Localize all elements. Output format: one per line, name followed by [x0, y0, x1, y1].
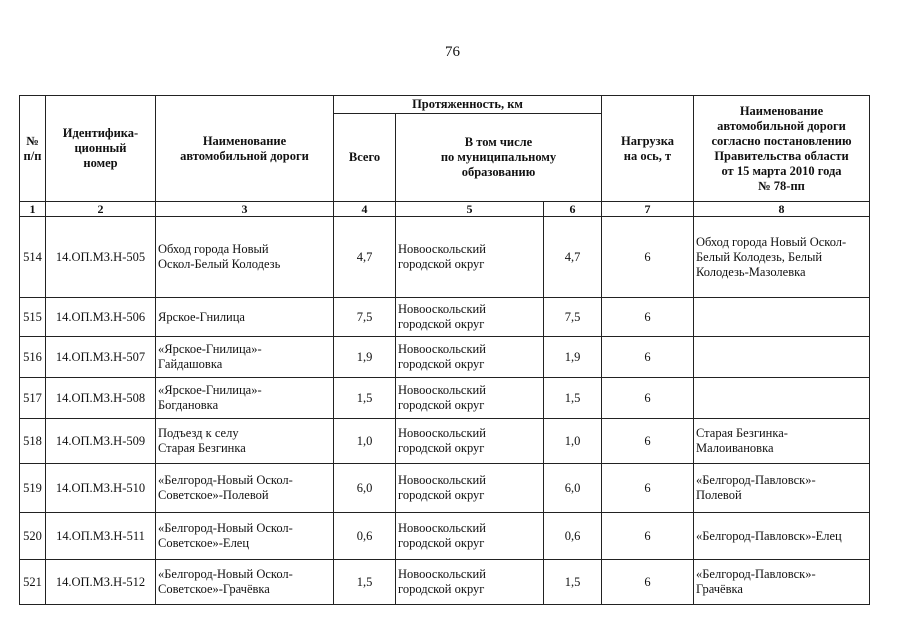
- length-total: 1,5: [334, 378, 396, 419]
- header-name: Наименование автомобильной дороги: [156, 96, 334, 202]
- decree-road-name: Обход города Новый Оскол- Белый Колодезь, Белый Колодезь-Мазолевка: [694, 217, 870, 298]
- municipality: Новооскольский городской округ: [396, 217, 544, 298]
- decree-road-name: [694, 298, 870, 337]
- axle-load: 6: [602, 378, 694, 419]
- column-number: 4: [334, 202, 396, 217]
- length-total: 4,7: [334, 217, 396, 298]
- column-number: 3: [156, 202, 334, 217]
- length-total: 0,6: [334, 513, 396, 560]
- table-row: [20, 298, 870, 337]
- decree-road-name: [694, 337, 870, 378]
- decree-road-name: «Белгород-Павловск»- Полевой: [694, 464, 870, 513]
- length-total: 1,0: [334, 419, 396, 464]
- row-number: 515: [20, 298, 46, 337]
- decree-road-name: [694, 378, 870, 419]
- table-row: [20, 560, 870, 605]
- municipal-length: 4,7: [544, 217, 602, 298]
- header-length-group: Протяженность, км: [334, 96, 602, 114]
- column-number: 6: [544, 202, 602, 217]
- table-row: [20, 217, 870, 298]
- row-number: 514: [20, 217, 46, 298]
- road-id: 14.ОП.МЗ.Н-509: [46, 419, 156, 464]
- decree-road-name: «Белгород-Павловск»-Елец: [694, 513, 870, 560]
- axle-load: 6: [602, 560, 694, 605]
- header-municipal: В том числе по муниципальному образованию: [396, 114, 602, 202]
- municipality: Новооскольский городской округ: [396, 337, 544, 378]
- municipal-length: 6,0: [544, 464, 602, 513]
- municipal-length: 0,6: [544, 513, 602, 560]
- table-row: [20, 464, 870, 513]
- municipal-length: 1,5: [544, 378, 602, 419]
- municipality: Новооскольский городской округ: [396, 378, 544, 419]
- row-number: 517: [20, 378, 46, 419]
- road-id: 14.ОП.МЗ.Н-511: [46, 513, 156, 560]
- decree-road-name: «Белгород-Павловск»- Грачёвка: [694, 560, 870, 605]
- table-row: [20, 337, 870, 378]
- header-total: Всего: [334, 114, 396, 202]
- road-name: «Белгород-Новый Оскол- Советское»-Грачёвка: [156, 560, 334, 605]
- road-name: «Ярское-Гнилица»- Богдановка: [156, 378, 334, 419]
- row-number: 518: [20, 419, 46, 464]
- row-number: 519: [20, 464, 46, 513]
- column-number: 8: [694, 202, 870, 217]
- road-name: «Белгород-Новый Оскол- Советское»-Елец: [156, 513, 334, 560]
- axle-load: 6: [602, 298, 694, 337]
- road-id: 14.ОП.МЗ.Н-505: [46, 217, 156, 298]
- row-number: 521: [20, 560, 46, 605]
- road-name: Ярское-Гнилица: [156, 298, 334, 337]
- municipal-length: 1,9: [544, 337, 602, 378]
- municipality: Новооскольский городской округ: [396, 513, 544, 560]
- row-number: 516: [20, 337, 46, 378]
- length-total: 1,5: [334, 560, 396, 605]
- table-row: [20, 513, 870, 560]
- length-total: 6,0: [334, 464, 396, 513]
- header-decree: Наименование автомобильной дороги согласно постановлению Правительства области от 15 марта 2010 года № 78-пп: [694, 96, 870, 202]
- road-id: 14.ОП.МЗ.Н-510: [46, 464, 156, 513]
- municipal-length: 1,0: [544, 419, 602, 464]
- road-name: «Ярское-Гнилица»- Гайдашовка: [156, 337, 334, 378]
- length-total: 1,9: [334, 337, 396, 378]
- header-id: Идентифика- ционный номер: [46, 96, 156, 202]
- municipality: Новооскольский городской округ: [396, 560, 544, 605]
- row-number: 520: [20, 513, 46, 560]
- road-id: 14.ОП.МЗ.Н-506: [46, 298, 156, 337]
- road-id: 14.ОП.МЗ.Н-507: [46, 337, 156, 378]
- column-number-row: [20, 202, 870, 217]
- municipality: Новооскольский городской округ: [396, 419, 544, 464]
- road-name: Обход города Новый Оскол-Белый Колодезь: [156, 217, 334, 298]
- header-num: № п/п: [20, 96, 46, 202]
- column-number: 2: [46, 202, 156, 217]
- axle-load: 6: [602, 464, 694, 513]
- decree-road-name: Старая Безгинка- Малоивановка: [694, 419, 870, 464]
- municipality: Новооскольский городской округ: [396, 464, 544, 513]
- municipality: Новооскольский городской округ: [396, 298, 544, 337]
- road-id: 14.ОП.МЗ.Н-508: [46, 378, 156, 419]
- column-number: 5: [396, 202, 544, 217]
- roads-table: [19, 95, 870, 605]
- road-name: «Белгород-Новый Оскол- Советское»-Полевой: [156, 464, 334, 513]
- axle-load: 6: [602, 217, 694, 298]
- column-number: 7: [602, 202, 694, 217]
- municipal-length: 7,5: [544, 298, 602, 337]
- road-id: 14.ОП.МЗ.Н-512: [46, 560, 156, 605]
- table-row: [20, 419, 870, 464]
- page-number: 76: [445, 44, 460, 60]
- column-number: 1: [20, 202, 46, 217]
- municipal-length: 1,5: [544, 560, 602, 605]
- axle-load: 6: [602, 337, 694, 378]
- table-row: [20, 378, 870, 419]
- table-body: [20, 217, 870, 605]
- road-name: Подъезд к селу Старая Безгинка: [156, 419, 334, 464]
- header-load: Нагрузка на ось, т: [602, 96, 694, 202]
- axle-load: 6: [602, 513, 694, 560]
- axle-load: 6: [602, 419, 694, 464]
- length-total: 7,5: [334, 298, 396, 337]
